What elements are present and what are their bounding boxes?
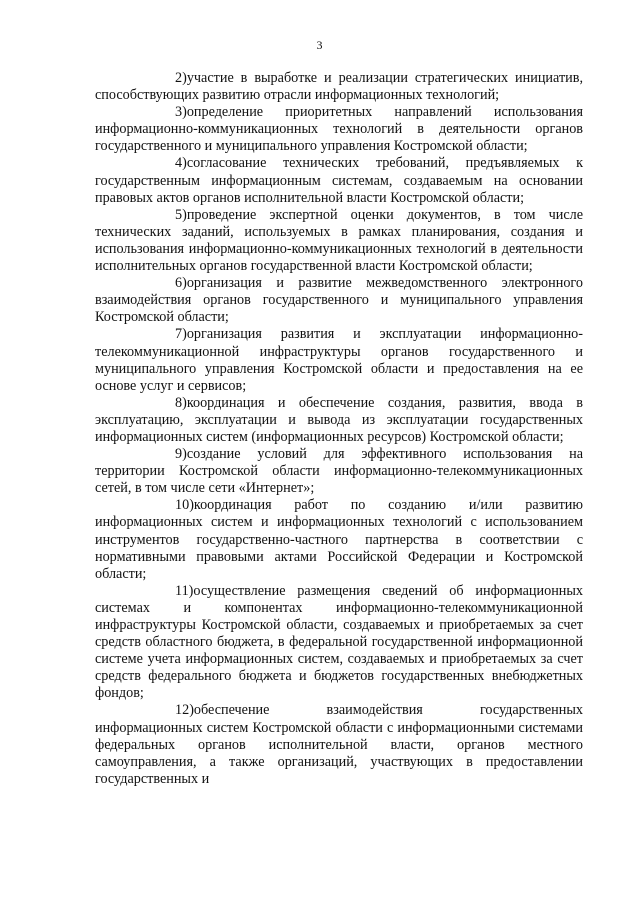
list-item (95, 446, 583, 497)
item-text: организация и развитие межведомственного электронного взаимодействия органов государственного и муниципального управления Костромской области; (95, 275, 583, 326)
list-item (95, 70, 583, 104)
item-number: 6) (175, 275, 187, 292)
item-text: проведение экспертной оценки документов, в том числе технических заданий, используемых в рамках планирования, создания и использования информационно-коммуникационных технологий в деятельности исполнительных органов государственной власти Костромской области; (95, 206, 583, 275)
item-text: определение приоритетных направлений использования информационно-коммуникационных технологий в деятельности органов государственного и муниципального управления Костромской области; (95, 104, 583, 155)
item-number: 10) (175, 497, 194, 514)
item-text: координация и обеспечение создания, развития, ввода в эксплуатацию, эксплуатации и вывода из эксплуатации государственных информационных систем (информационных ресурсов) Костромской области; (95, 394, 583, 445)
item-text: обеспечение взаимодействия государственных информационных систем Костромской области с информационными системами федеральных органов исполнительной власти, органов местного самоуправления, а также организаций, участвующих в предоставлении государственных и (95, 702, 583, 787)
item-number: 2) (175, 70, 187, 86)
item-text: координация работ по созданию и/или развитию информационных систем и информационных технологий с использованием инструментов государственно-частного партнерства в соответствии с нормативными правовыми актами Российской Федерации и Костромской области; (95, 497, 583, 582)
list-item (95, 326, 583, 394)
item-text: создание условий для эффективного использования на территории Костромской области информационно-телекоммуникационных сетей, в том числе сети «Интернет»; (95, 446, 583, 497)
item-text: осуществление размещения сведений об информационных системах и компонентах информационно-телекоммуникационной инфраструктуры Костромской области, создаваемых и приобретаемых за счет средств областного бюджета, в федеральной государственной информационной системе учета информационных систем, создаваемых и приобретаемых за счет средств федерального бюджета и бюджетов государственных внебюджетных фондов; (95, 582, 583, 702)
list-item (95, 395, 583, 446)
item-number: 7) (175, 326, 187, 343)
item-number: 8) (175, 394, 187, 411)
item-number: 4) (175, 155, 187, 172)
list-item (95, 497, 583, 582)
list-item (95, 207, 583, 275)
page-number: 3 (316, 38, 323, 52)
item-text: участие в выработке и реализации стратегических инициатив, способствующих развитию отрасли информационных технологий; (95, 70, 583, 104)
item-number: 11) (175, 582, 194, 599)
document-body (95, 70, 583, 788)
item-text: согласование технических требований, предъявляемых к государственным информационным системам, создаваемым на основании правовых актов органов исполнительной власти Костромской области; (95, 155, 583, 206)
item-number: 12) (175, 702, 194, 719)
list-item (95, 702, 583, 787)
list-item (95, 155, 583, 206)
item-number: 9) (175, 446, 187, 463)
list-item (95, 275, 583, 326)
list-item (95, 104, 583, 155)
item-number: 3) (175, 104, 187, 121)
item-text: организация развития и эксплуатации информационно-телекоммуникационной инфраструктуры органов государственного и муниципального управления Костромской области и предоставления на ее основе услуг и сервисов; (95, 326, 583, 394)
item-number: 5) (175, 206, 187, 223)
list-item (95, 583, 583, 703)
